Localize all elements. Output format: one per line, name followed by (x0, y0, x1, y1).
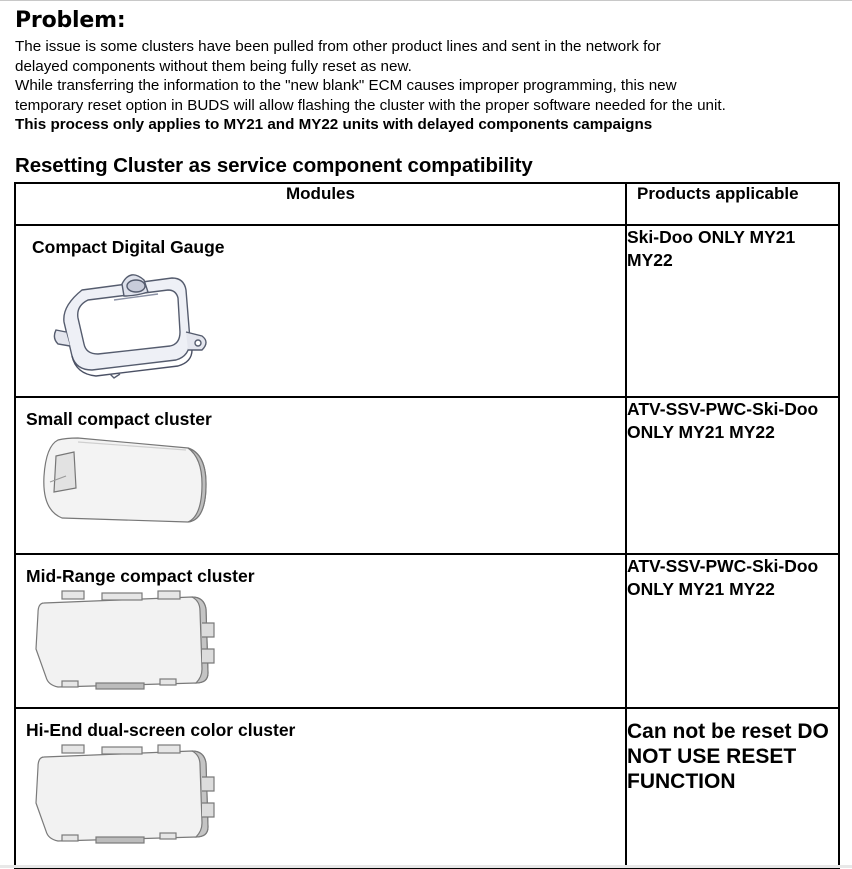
hi-end-dual-screen-cluster-image (32, 743, 222, 847)
table-row (15, 397, 839, 554)
module-name: Mid-Range compact cluster (26, 566, 255, 586)
problem-heading: Problem: (15, 8, 126, 33)
header-products: Products applicable (626, 183, 839, 225)
mid-range-compact-cluster-image (32, 589, 222, 693)
module-name: Hi-End dual-screen color cluster (26, 720, 296, 740)
table-row (15, 708, 839, 868)
header-modules: Modules (15, 183, 626, 225)
module-cell (15, 554, 626, 708)
products-cell: Ski-Doo ONLY MY21 MY22 (626, 225, 839, 397)
problem-line-4: temporary reset option in BUDS will allow flashing the cluster with the proper software needed for the unit. (15, 96, 726, 114)
products-cell: ATV-SSV-PWC-Ski-Doo ONLY MY21 MY22 (626, 554, 839, 708)
compact-digital-gauge-image (52, 270, 232, 380)
problem-note: This process only applies to MY21 and MY22 units with delayed components campaigns (15, 116, 653, 133)
module-name: Small compact cluster (26, 409, 212, 429)
module-cell (15, 225, 626, 397)
problem-line-1: The issue is some clusters have been pulled from other product lines and sent in the network for (15, 38, 661, 55)
document-body (15, 6, 841, 178)
module-name: Compact Digital Gauge (32, 237, 225, 257)
table-row (15, 554, 839, 708)
problem-line-3: While transferring the information to the "new blank" ECM causes improper programming, this new (15, 77, 677, 94)
modules-table (14, 182, 840, 869)
problem-line-2: delayed components without them being fully reset as new. (15, 57, 412, 75)
module-cell (15, 708, 626, 868)
products-cell: Can not be reset DO NOT USE RESET FUNCTION (626, 708, 839, 868)
table-row (15, 225, 839, 397)
top-border (0, 0, 852, 1)
section-title: Resetting Cluster as service component compatibility (15, 153, 533, 177)
table-header-row (15, 183, 839, 225)
products-cell: ATV-SSV-PWC-Ski-Doo ONLY MY21 MY22 (626, 397, 839, 554)
module-cell (15, 397, 626, 554)
small-compact-cluster-image (38, 436, 228, 528)
